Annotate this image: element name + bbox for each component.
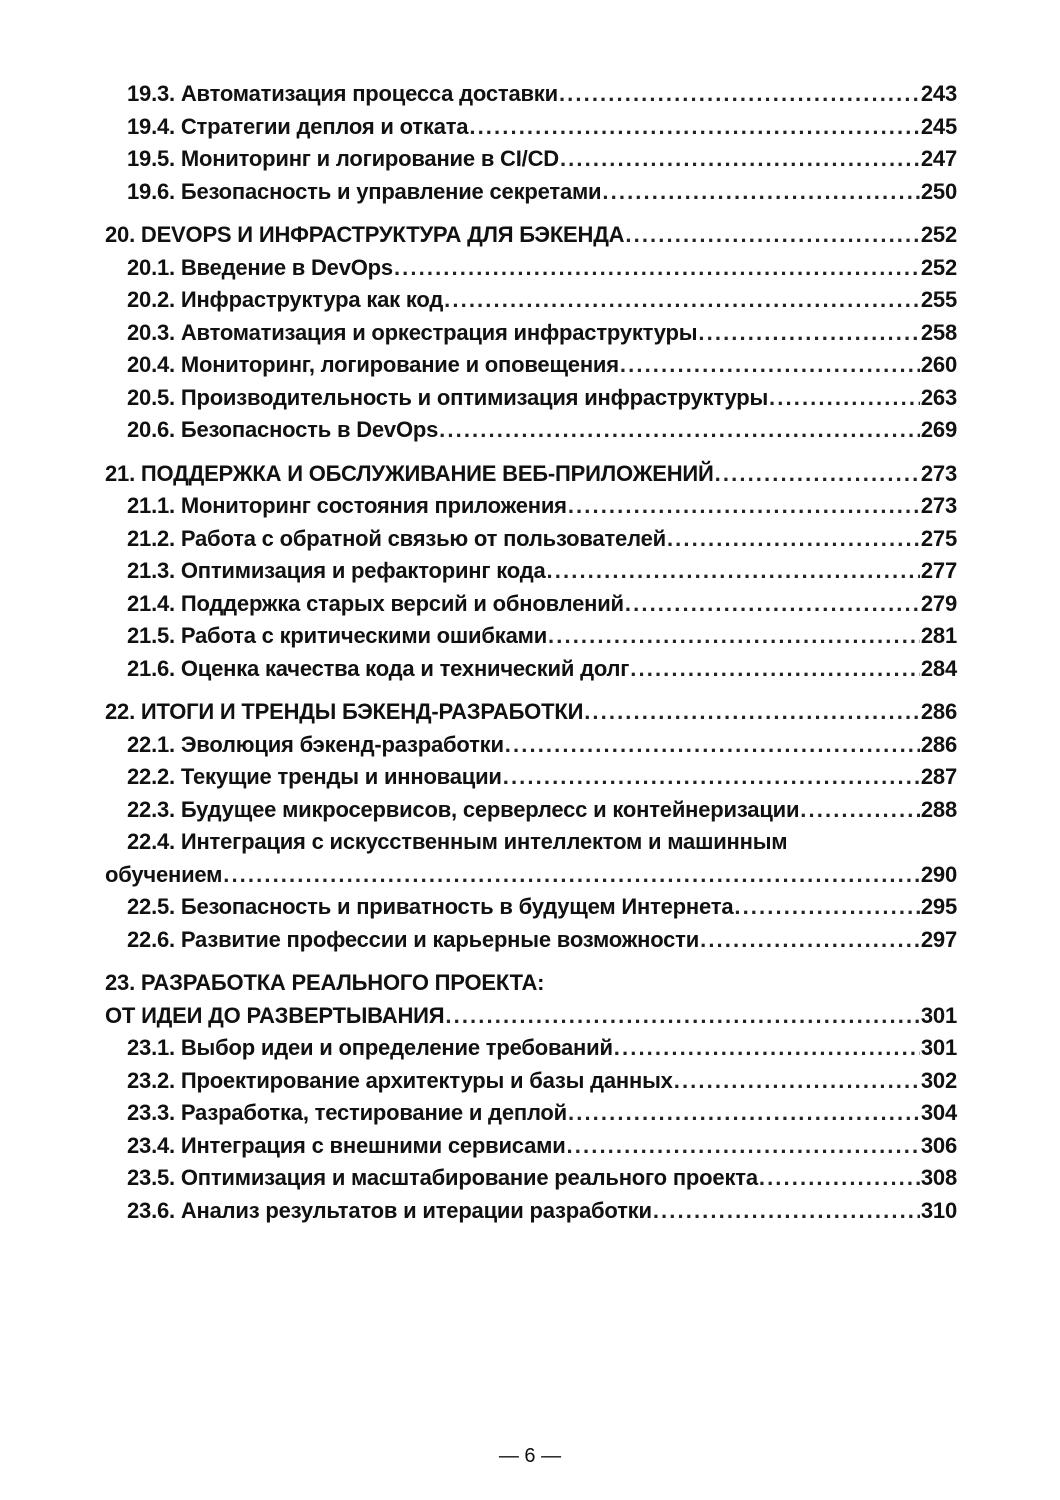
dot-leader (759, 1162, 920, 1195)
toc-entry-page: 287 (920, 764, 957, 789)
dot-leader (700, 924, 920, 957)
toc-entry-title: 20.5. Производительность и оптимизация инфраструктуры (127, 384, 769, 410)
toc-entry-page: 286 (920, 699, 957, 724)
toc-section-entry (105, 1162, 957, 1195)
dot-leader (715, 458, 920, 491)
dot-leader (734, 891, 920, 924)
toc-section-entry (105, 1130, 957, 1163)
toc-section-entry (105, 891, 957, 924)
toc-entry-title: 23.5. Оптимизация и масштабирование реального проекта (127, 1165, 758, 1190)
toc-section-entry (105, 1097, 957, 1130)
toc-entry-title: 21. ПОДДЕРЖКА И ОБСЛУЖИВАНИЕ ВЕБ-ПРИЛОЖЕНИЙ (105, 460, 714, 486)
toc-entry-page: 310 (920, 1197, 957, 1223)
dot-leader (620, 349, 920, 382)
toc-section-entry (105, 1195, 957, 1228)
toc-section-entry (105, 555, 957, 588)
toc-section-entry (105, 523, 957, 556)
toc-section-entry (105, 620, 957, 653)
toc-entry-title: 21.2. Работа с обратной связью от пользователей (127, 525, 666, 551)
toc-entry-page: 273 (920, 493, 957, 518)
toc-section-entry (105, 78, 957, 111)
toc-chapter-entry (105, 696, 957, 729)
dot-leader (439, 414, 920, 447)
dot-leader (503, 761, 920, 794)
toc-entry-page: 260 (920, 352, 957, 377)
dot-leader (667, 523, 920, 556)
toc-entry-page: 245 (920, 113, 957, 139)
toc-entry-page: 255 (920, 287, 957, 312)
toc-entry-title: 22.5. Безопасность и приватность в будущем Интернета (127, 894, 734, 919)
toc-entry-page: 263 (920, 384, 957, 410)
toc-entry-title: 19.4. Стратегии деплоя и отката (127, 113, 469, 139)
toc-entry-title: 22. ИТОГИ И ТРЕНДЫ БЭКЕНД-РАЗРАБОТКИ (105, 699, 584, 724)
toc-entry-title: 23.4. Интеграция с внешними сервисами (127, 1132, 566, 1158)
toc-entry-title: 21.1. Мониторинг состояния приложения (127, 493, 567, 518)
page-footer (0, 1445, 1060, 1468)
toc-entry-title: 19.6. Безопасность и управление секретами (127, 178, 602, 204)
dot-leader (223, 859, 920, 892)
toc-section-entry (105, 317, 957, 350)
dot-leader (559, 78, 920, 111)
table-of-contents (105, 78, 957, 1227)
toc-entry-page: 288 (920, 796, 957, 822)
toc-entry-page: 247 (920, 146, 957, 171)
toc-entry-title: 21.3. Оптимизация и рефакторинг кода (127, 558, 546, 583)
toc-section-entry (105, 284, 957, 317)
toc-chapter-entry (105, 458, 957, 491)
toc-entry-title: 21.4. Поддержка старых версий и обновлений (127, 590, 624, 616)
toc-section-entry (105, 490, 957, 523)
toc-entry-title: 22.6. Развитие профессии и карьерные возможности (127, 926, 700, 952)
toc-section-entry (105, 414, 957, 447)
toc-section-entry (105, 1032, 957, 1065)
dot-leader (584, 696, 920, 729)
toc-entry-page: 273 (920, 460, 957, 486)
toc-entry-title: 20. DEVOPS И ИНФРАСТРУКТУРА ДЛЯ БЭКЕНДА (105, 222, 625, 247)
toc-entry-page: 250 (920, 178, 957, 204)
dot-leader (444, 284, 920, 317)
dot-leader (800, 794, 920, 827)
toc-entry-page: 279 (920, 590, 957, 616)
dot-leader (394, 252, 920, 285)
toc-entry-title: 23.1. Выбор идеи и определение требований (127, 1035, 613, 1060)
dot-leader (567, 1130, 920, 1163)
toc-section-entry (105, 1000, 957, 1033)
dot-leader (625, 219, 920, 252)
toc-chapter-entry (105, 219, 957, 252)
toc-entry-page: 297 (920, 926, 957, 952)
dot-leader (698, 317, 920, 350)
toc-entry-title: 20.1. Введение в DevOps (127, 254, 393, 280)
toc-entry-page: 290 (920, 861, 957, 887)
toc-entry-page: 277 (920, 558, 957, 583)
toc-entry-title: 19.5. Мониторинг и логирование в CI/CD (127, 146, 559, 171)
toc-entry-page: 252 (920, 222, 957, 247)
toc-entry-page: 286 (920, 731, 957, 757)
toc-section-entry (105, 143, 957, 176)
dot-leader (560, 143, 920, 176)
toc-entry-title: 23.2. Проектирование архитектуры и базы данных (127, 1067, 673, 1093)
toc-entry-title-line: 23. РАЗРАБОТКА РЕАЛЬНОГО ПРОЕКТА: (105, 970, 545, 995)
toc-section-entry (105, 382, 957, 415)
toc-entry-page: 301 (920, 1002, 957, 1028)
toc-entry-title: 20.4. Мониторинг, логирование и оповещения (127, 352, 619, 377)
toc-entry-title: ОТ ИДЕИ ДО РАЗВЕРТЫВАНИЯ (105, 1002, 445, 1028)
toc-entry-page: 269 (920, 417, 957, 442)
toc-section-entry (105, 859, 957, 892)
toc-entry-page: 306 (920, 1132, 957, 1158)
toc-entry-title: 22.3. Будущее микросервисов, серверлесс и контейнеризации (127, 796, 800, 822)
toc-section-entry (105, 176, 957, 209)
toc-entry-title: 20.6. Безопасность в DevOps (127, 417, 439, 442)
toc-section-entry (105, 588, 957, 621)
dot-leader (547, 555, 920, 588)
toc-entry-title: 23.6. Анализ результатов и итерации разработки (127, 1197, 652, 1223)
toc-section-entry (105, 794, 957, 827)
toc-entry-page: 281 (920, 623, 957, 648)
toc-entry-title-line: 22.4. Интеграция с искусственным интеллектом и машинным (127, 829, 788, 854)
dot-leader (568, 490, 920, 523)
toc-entry-title: 22.2. Текущие тренды и инновации (127, 764, 502, 789)
dot-leader (469, 111, 920, 144)
toc-entry-page: 284 (920, 655, 957, 681)
toc-section-entry (105, 653, 957, 686)
toc-section-entry (105, 729, 957, 762)
toc-entry-page: 308 (920, 1165, 957, 1190)
toc-section-entry (105, 111, 957, 144)
page-number: — 6 — (498, 1445, 562, 1467)
toc-section-entry (105, 924, 957, 957)
toc-section-entry (105, 252, 957, 285)
dot-leader (568, 1097, 920, 1130)
dot-leader (625, 588, 920, 621)
toc-entry-page: 258 (920, 319, 957, 345)
toc-section-entry (105, 349, 957, 382)
toc-entry-title: 23.3. Разработка, тестирование и деплой (127, 1100, 567, 1125)
dot-leader (674, 1065, 920, 1098)
dot-leader (445, 1000, 920, 1033)
dot-leader (602, 176, 920, 209)
toc-entry-page: 304 (920, 1100, 957, 1125)
dot-leader (548, 620, 920, 653)
dot-leader (653, 1195, 920, 1228)
toc-entry-title: 21.6. Оценка качества кода и технический долг (127, 655, 630, 681)
toc-entry-page: 302 (920, 1067, 957, 1093)
toc-entry-title: 22.1. Эволюция бэкенд-разработки (127, 731, 504, 757)
toc-entry-title: обучением (105, 861, 223, 887)
toc-section-entry (105, 761, 957, 794)
dot-leader (769, 382, 920, 415)
dot-leader (505, 729, 920, 762)
dot-leader (630, 653, 920, 686)
toc-entry-title: 20.3. Автоматизация и оркестрация инфраструктуры (127, 319, 698, 345)
toc-section-entry (105, 1065, 957, 1098)
toc-entry-page: 301 (920, 1035, 957, 1060)
toc-entry-page: 252 (920, 254, 957, 280)
toc-entry-page: 275 (920, 525, 957, 551)
toc-entry-page: 295 (920, 894, 957, 919)
toc-entry-title: 19.3. Автоматизация процесса доставки (127, 81, 558, 106)
toc-entry-page: 243 (920, 81, 957, 106)
toc-entry-title: 20.2. Инфраструктура как код (127, 287, 444, 312)
dot-leader (614, 1032, 920, 1065)
toc-entry-title: 21.5. Работа с критическими ошибками (127, 623, 548, 648)
